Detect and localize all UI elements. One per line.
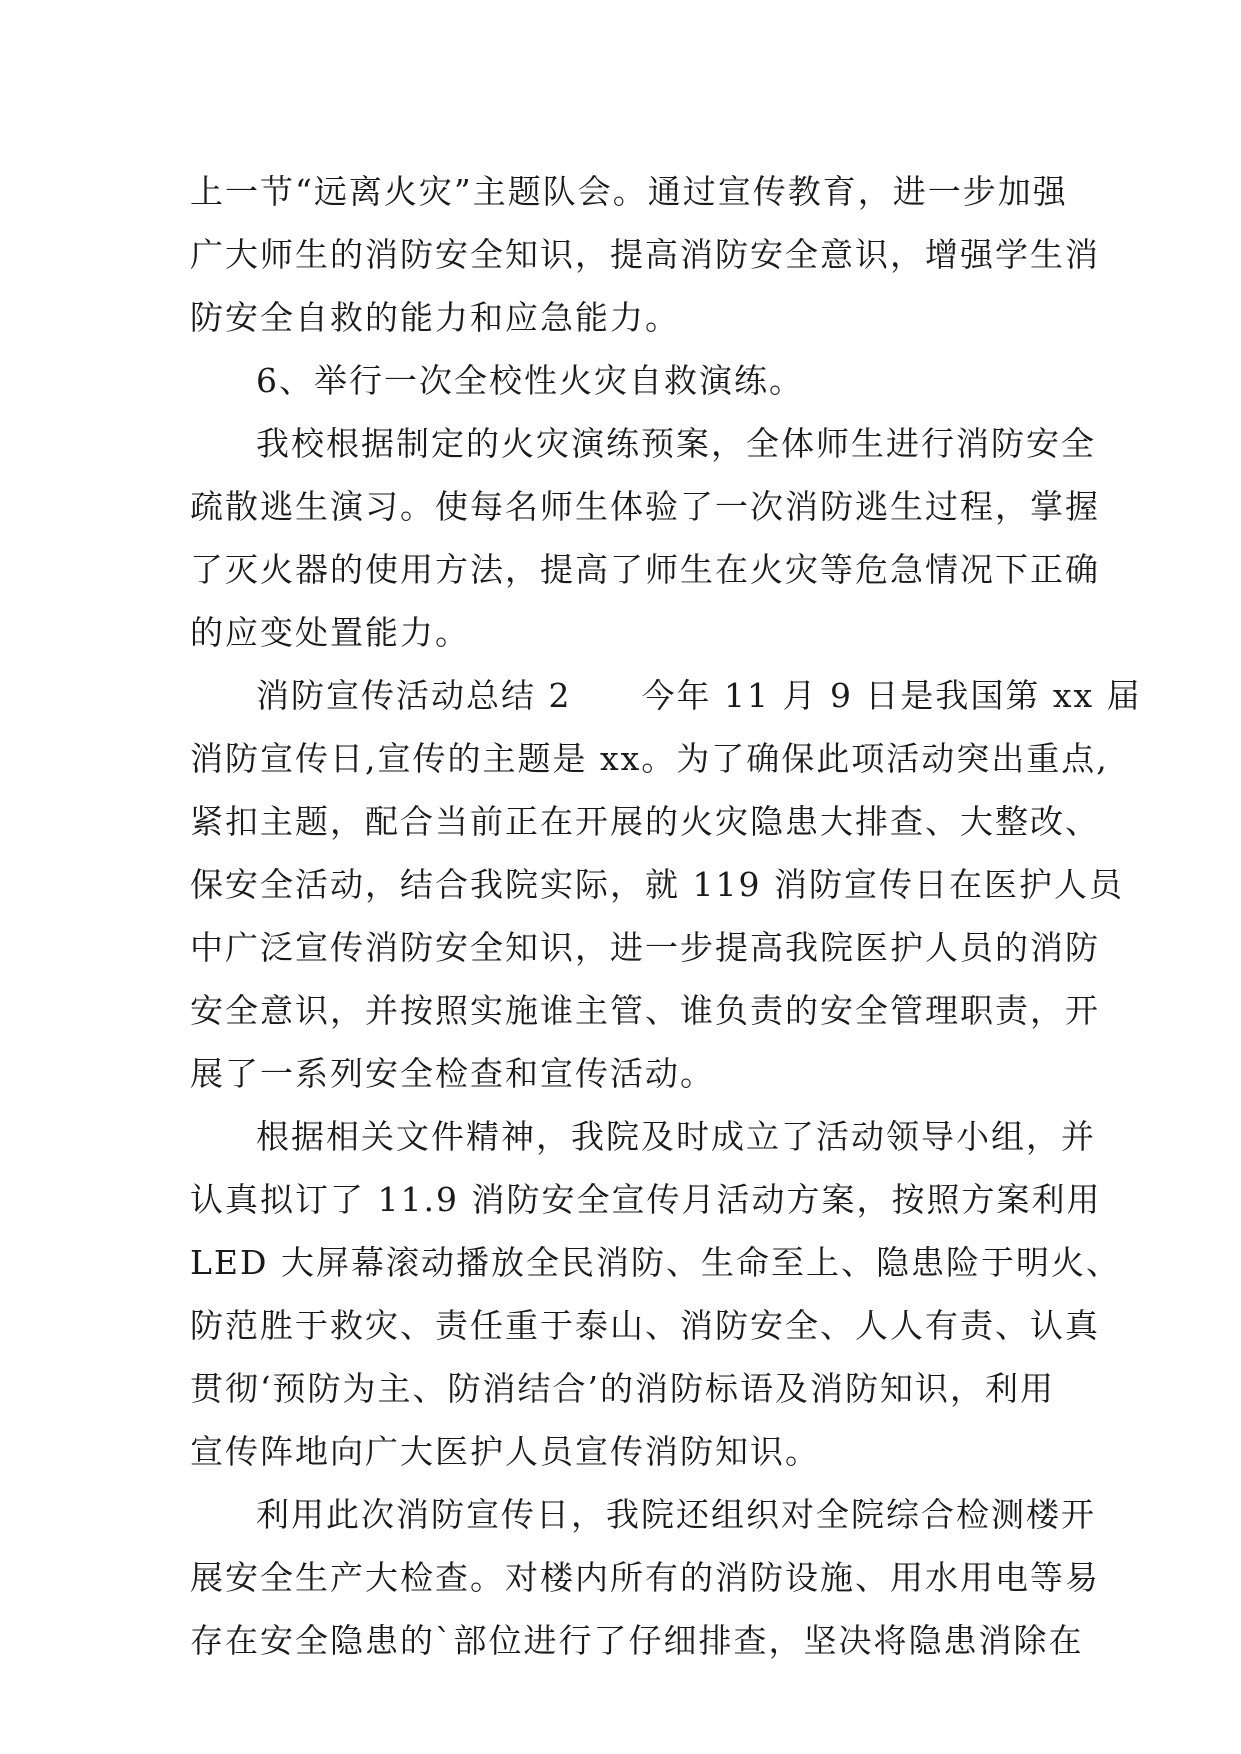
text-line: 广大师生的消防安全知识，提高消防安全意识，增强学生消 (190, 235, 1100, 274)
text-line: LED 大屏幕滚动播放全民消防、生命至上、隐患险于明火、 (190, 1243, 1121, 1282)
text-line: 展了一系列安全检查和宣传活动。 (190, 1054, 715, 1093)
text-line: 6、举行一次全校性火灾自救演练。 (256, 361, 804, 400)
text-line: 贯彻‘预防为主、防消结合’的消防标语及消防知识，利用 (190, 1369, 1055, 1408)
text-line: 上一节“远离火灾”主题队会。通过宣传教育，进一步加强 (190, 172, 1068, 211)
text-line: 防安全自救的能力和应急能力。 (190, 298, 680, 337)
text-line: 存在安全隐患的`部位进行了仔细排查，坚决将隐患消除在 (190, 1621, 1084, 1660)
document-body (190, 160, 1142, 1672)
text-line: 利用此次消防宣传日，我院还组织对全院综合检测楼开 (256, 1495, 1096, 1534)
text-line: 紧扣主题，配合当前正在开展的火灾隐患大排查、大整改、 (190, 802, 1100, 841)
text-line: 中广泛宣传消防安全知识，进一步提高我院医护人员的消防 (190, 928, 1100, 967)
text-line: 的应变处置能力。 (190, 613, 470, 652)
text-line: 认真拟订了 11.9 消防安全宣传月活动方案，按照方案利用 (190, 1180, 1102, 1219)
text-line: 安全意识，并按照实施谁主管、谁负责的安全管理职责，开 (190, 991, 1100, 1030)
text-line: 防范胜于救灾、责任重于泰山、消防安全、人人有责、认真 (190, 1306, 1100, 1345)
text-line: 根据相关文件精神，我院及时成立了活动领导小组，并 (256, 1117, 1096, 1156)
text-line: 疏散逃生演习。使每名师生体验了一次消防逃生过程，掌握 (190, 487, 1100, 526)
text-line: 我校根据制定的火灾演练预案，全体师生进行消防安全 (256, 424, 1096, 463)
text-line: 消防宣传活动总结 2 今年 11 月 9 日是我国第 xx 届 (256, 676, 1142, 715)
text-line: 保安全活动，结合我院实际，就 119 消防宣传日在医护人员 (190, 865, 1124, 904)
text-line: 宣传阵地向广大医护人员宣传消防知识。 (190, 1432, 820, 1471)
text-line: 消防宣传日,宣传的主题是 xx。为了确保此项活动突出重点, (190, 739, 1109, 778)
text-line: 了灭火器的使用方法，提高了师生在火灾等危急情况下正确 (190, 550, 1100, 589)
text-line: 展安全生产大检查。对楼内所有的消防设施、用水用电等易 (190, 1558, 1100, 1597)
